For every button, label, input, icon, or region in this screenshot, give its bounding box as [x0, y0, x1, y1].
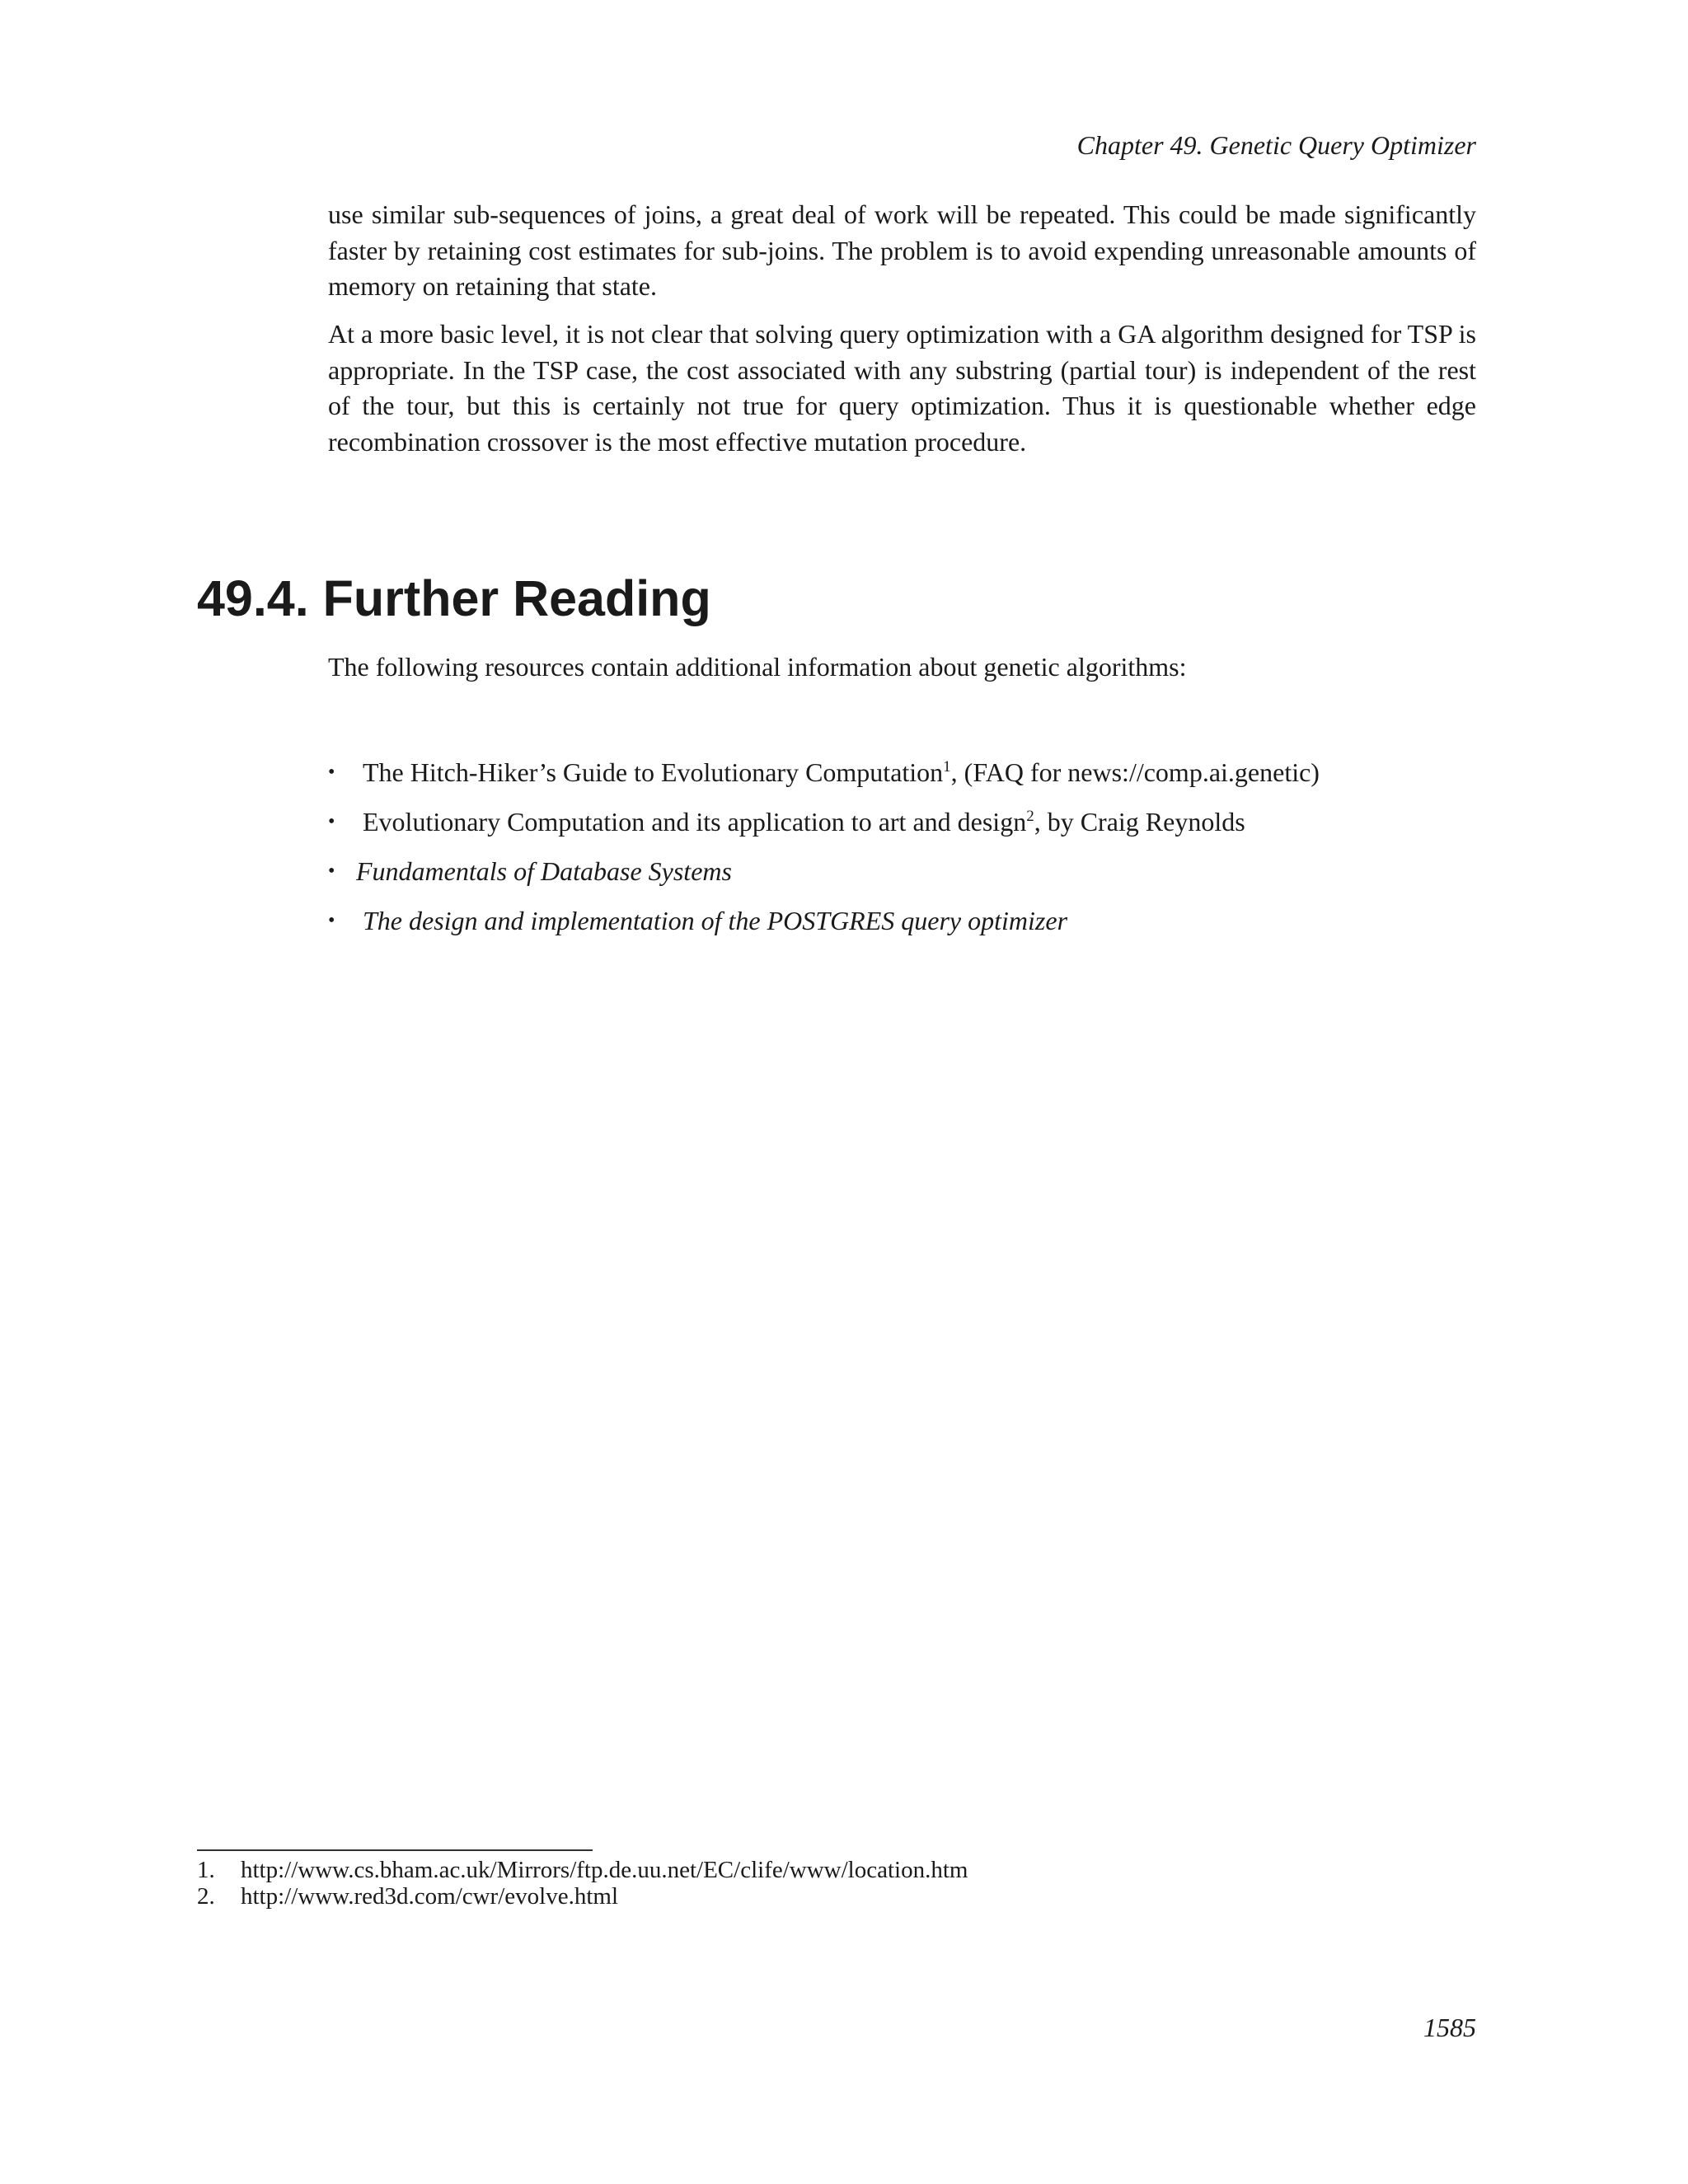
footnote-ref-1[interactable]: 1	[943, 758, 951, 776]
footnote-ref-2[interactable]: 2	[1026, 808, 1034, 825]
bullet-icon: •	[328, 910, 335, 931]
list-item-text	[363, 755, 1320, 790]
bullet-icon: •	[328, 762, 335, 783]
footnote-url-link[interactable]: http://www.red3d.com/cwr/evolve.html	[241, 1883, 618, 1910]
list-item-suffix: , by Craig Reynolds	[1034, 807, 1245, 837]
bullet-icon: •	[328, 860, 335, 882]
footnote-number: 2.	[197, 1883, 215, 1910]
list-item-suffix: , (FAQ for news://comp.ai.genetic)	[950, 757, 1320, 787]
list-item-title: The design and implementation of the POSTGRES query optimizer	[363, 906, 1068, 935]
body-paragraph-1: use similar sub-sequences of joins, a great deal of work will be repeated. This could be made significantly faster by retaining cost estimates for sub-joins. The problem is to avoid expending unreasonable amounts of memory on retaining that state.	[328, 199, 1476, 301]
page-number: 1585	[1423, 2013, 1476, 2042]
list-item-text	[363, 804, 1245, 840]
list-item-title: Evolutionary Computation and its application to art and design	[363, 807, 1027, 837]
list-item-title: The Hitch-Hiker’s Guide to Evolutionary Computation	[363, 757, 944, 787]
footnote-number: 1.	[197, 1857, 215, 1883]
body-paragraph-2: At a more basic level, it is not clear that solving query optimization with a GA algorithm designed for TSP is appropriate. In the TSP case, the cost associated with any substring (partial tour) is independent of the rest of the tour, but this is certainly not true for query optimization. Thus it is questionable whether edge recombination crossover is the most effective mutation procedure.	[328, 319, 1476, 457]
section-heading: 49.4. Further Reading	[197, 570, 711, 626]
running-header: Chapter 49. Genetic Query Optimizer	[1076, 130, 1476, 160]
list-item-title: Fundamentals of Database Systems	[356, 856, 732, 886]
section-intro: The following resources contain additional information about genetic algorithms:	[328, 652, 1187, 682]
footnote-divider	[197, 1849, 593, 1851]
footnote-url-link[interactable]: http://www.cs.bham.ac.uk/Mirrors/ftp.de.uu.net/EC/clife/www/location.htm	[241, 1857, 968, 1883]
bullet-icon: •	[328, 811, 335, 832]
